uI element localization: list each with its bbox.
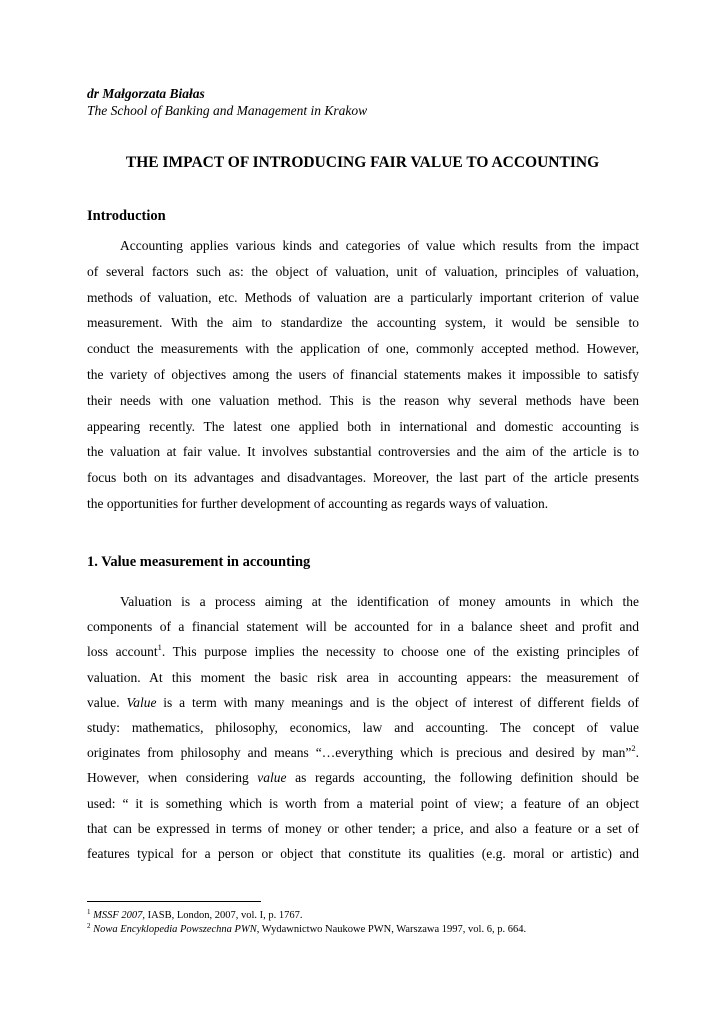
footnote-1: [87, 909, 303, 922]
footnote-2: [87, 923, 526, 936]
paragraph-line: the valuation at fair value. It involves substantial controversies and the aim of the article is to: [87, 444, 639, 460]
paragraph-line: features typical for a person or object that constitute its qualities (e.g. moral or artistic) and: [87, 846, 639, 862]
paragraph-line: Accounting applies various kinds and categories of value which results from the impact: [120, 238, 639, 253]
section-1-paragraph: [87, 589, 639, 866]
paragraph-line: [87, 740, 639, 765]
footnote-source: Nowa Encyklopedia Powszechna PWN: [93, 924, 257, 935]
introduction-paragraph: [87, 233, 639, 517]
line-text: .: [635, 745, 639, 761]
footnote-separator: [87, 901, 261, 902]
paragraph-line: appearing recently. The latest one applied both in international and domestic accounting is: [87, 418, 639, 434]
paragraph-line: components of a financial statement will be accounted for in a balance sheet and profit and: [87, 619, 639, 635]
section-1-heading: 1. Value measurement in accounting: [87, 554, 311, 570]
paragraph-line: methods of valuation, etc. Methods of valuation are a particularly important criterion of value: [87, 289, 639, 305]
line-text: originates from philosophy and means “…everything which is precious and desired by man”: [87, 745, 632, 761]
author-affiliation: The School of Banking and Management in Krakow: [87, 103, 368, 118]
line-text: . This purpose implies the necessity to choose one of the existing principles of: [161, 644, 639, 660]
footnote-source: MSSF 2007: [93, 910, 143, 921]
paragraph-line: measurement. With the aim to standardize the accounting system, it would be sensible to: [87, 315, 639, 331]
footnote-number: 1: [87, 908, 91, 916]
paragraph-line: of several factors such as: the object of valuation, unit of valuation, principles of valuation,: [87, 263, 639, 279]
line-text: as regards accounting, the following definition should be: [286, 770, 639, 786]
line-text: value.: [87, 694, 127, 710]
paragraph-line: [87, 690, 639, 715]
introduction-heading: Introduction: [87, 208, 166, 224]
emphasis-value: Value: [126, 694, 157, 710]
paragraph-line: the opportunities for further development of accounting as regards ways of valuation.: [87, 495, 549, 511]
paragraph-line: Valuation is a process aiming at the identification of money amounts in which the: [120, 594, 639, 609]
paragraph-line: their needs with one valuation method. This is the reason why several methods have been: [87, 392, 639, 408]
paragraph-line: [87, 765, 639, 790]
paragraph-line: focus both on its advantages and disadvantages. Moreover, the last part of the article presents: [87, 470, 639, 486]
paragraph-line: the variety of objectives among the users of financial statements makes it impossible to satisfy: [87, 366, 639, 382]
paragraph-line: that can be expressed in terms of money or other tender; a price, and also a feature or a set of: [87, 820, 639, 836]
line-text: is a term with many meanings and is the object of interest of different fields of: [156, 694, 639, 710]
footnote-ref-2[interactable]: 2: [631, 743, 636, 754]
line-text: loss account: [87, 644, 158, 660]
paragraph-line: used: “ it is something which is worth from a material point of view; a feature of an object: [87, 795, 639, 811]
paragraph-line: study: mathematics, philosophy, economics, law and accounting. The concept of value: [87, 720, 639, 736]
emphasis-value: value: [257, 770, 287, 786]
paragraph-line: [87, 639, 639, 664]
paragraph-line: conduct the measurements with the application of one, commonly accepted method. However,: [87, 341, 639, 357]
line-text: However, when considering: [87, 770, 258, 786]
footnote-text: , Wydawnictwo Naukowe PWN, Warszawa 1997, vol. 6, p. 664.: [256, 924, 527, 935]
author-name: dr Małgorzata Białas: [87, 86, 205, 101]
footnote-text: , IASB, London, 2007, vol. I, p. 1767.: [142, 910, 303, 921]
footnote-number: 2: [87, 922, 91, 930]
paper-title: THE IMPACT OF INTRODUCING FAIR VALUE TO ACCOUNTING: [125, 154, 600, 171]
footnote-ref-1[interactable]: 1: [157, 642, 162, 653]
paragraph-line: valuation. At this moment the basic risk area in accounting appears: the measurement of: [87, 669, 639, 685]
